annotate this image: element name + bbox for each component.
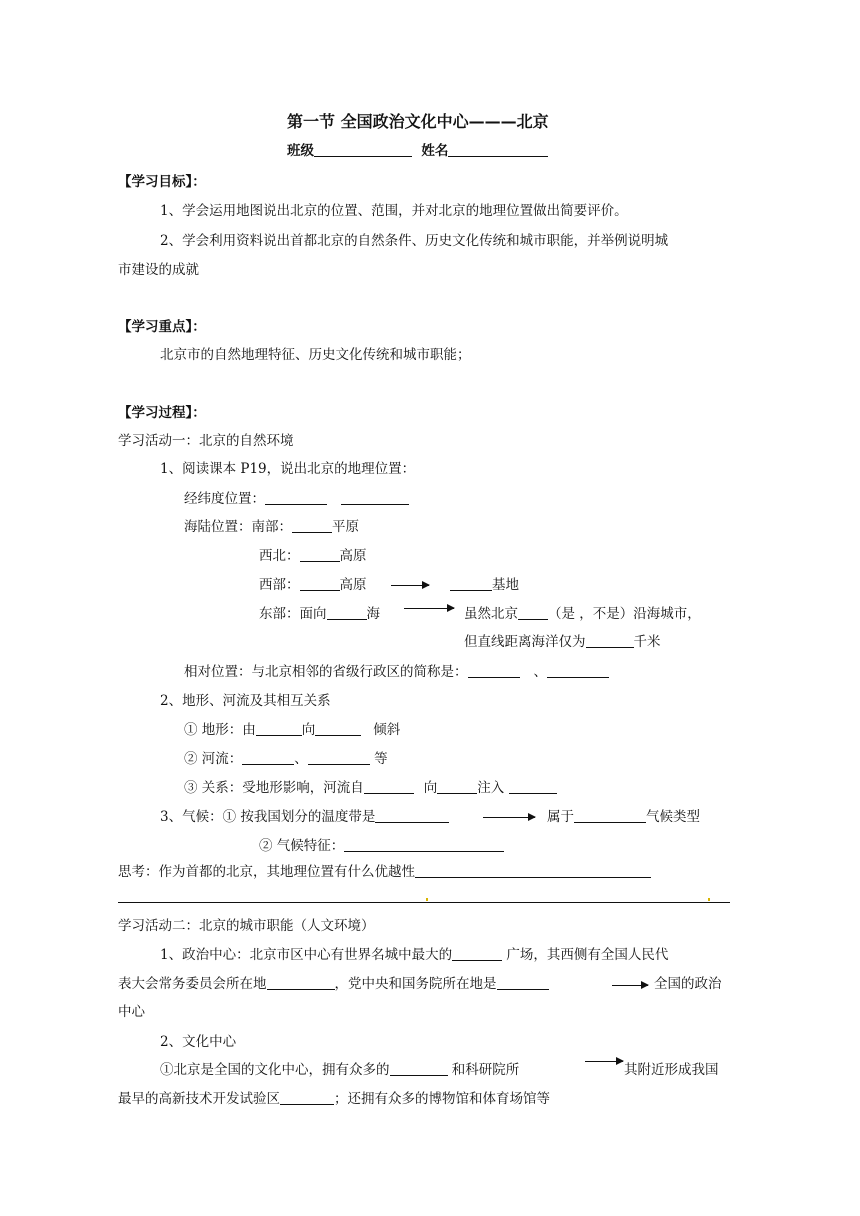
relation-line bbox=[184, 779, 557, 797]
km-label: 千米 bbox=[633, 634, 661, 650]
culture-text-a: ①北京是全国的文化中心，拥有众多的 bbox=[160, 1062, 390, 1078]
sea-label: 海 bbox=[366, 606, 380, 622]
npc-blank[interactable] bbox=[267, 975, 335, 990]
objectives-heading: 【学习目标】： bbox=[118, 174, 206, 190]
focus-heading: 【学习重点】： bbox=[118, 319, 206, 335]
student-info-line bbox=[287, 142, 548, 160]
basin-line bbox=[450, 576, 519, 594]
province-blank-1[interactable] bbox=[468, 663, 520, 678]
politics-line-2 bbox=[118, 975, 549, 993]
process-heading: 【学习过程】： bbox=[118, 405, 206, 421]
south-blank[interactable] bbox=[292, 518, 332, 533]
plain-label: 平原 bbox=[332, 519, 359, 535]
climate-q-label: 3、气候：① 按我国划分的温度带是 bbox=[160, 809, 376, 825]
politics-line-1 bbox=[160, 946, 668, 964]
tilt-label: 倾斜 bbox=[373, 722, 401, 738]
distance-label: 但直线距离海洋仅为 bbox=[464, 634, 586, 650]
climate-feature-line bbox=[259, 837, 504, 855]
east-line bbox=[259, 605, 380, 623]
distance-line bbox=[464, 633, 661, 651]
page-title: 第一节 全国政治文化中心———北京 bbox=[287, 112, 549, 131]
politics-text-d: ，党中央和国务院所在地是 bbox=[334, 976, 497, 992]
divider bbox=[118, 902, 730, 903]
arrow-icon bbox=[585, 1061, 623, 1062]
river-blank-2[interactable] bbox=[308, 750, 370, 765]
coastal-blank[interactable] bbox=[518, 605, 548, 620]
square-blank[interactable] bbox=[452, 946, 502, 961]
arrow-icon bbox=[483, 817, 535, 818]
south-line bbox=[184, 518, 359, 536]
terrain-label: ① 地形：由 bbox=[184, 722, 256, 738]
think-line bbox=[118, 863, 651, 881]
etc-label: 等 bbox=[374, 751, 388, 767]
east-label: 东部：面向 bbox=[259, 606, 327, 622]
climate-feature-blank[interactable] bbox=[344, 837, 504, 852]
culture-text-c: 其附近形成我国 bbox=[624, 1062, 719, 1078]
culture-heading: 2、文化中心 bbox=[160, 1034, 237, 1050]
activity1-title: 学习活动一：北京的自然环境 bbox=[118, 433, 294, 449]
name-blank[interactable] bbox=[448, 142, 548, 157]
relation-from-blank[interactable] bbox=[364, 779, 414, 794]
plateau-label-1: 高原 bbox=[339, 548, 367, 564]
university-blank[interactable] bbox=[390, 1061, 448, 1076]
terrain-from-blank[interactable] bbox=[256, 721, 302, 736]
culture-text-b: 和科研院所 bbox=[451, 1062, 520, 1078]
climate-line bbox=[160, 808, 449, 826]
terrain-to: 向 bbox=[301, 722, 316, 738]
latlon-line bbox=[184, 490, 409, 508]
class-blank[interactable] bbox=[314, 142, 412, 157]
question-1: 1、阅读课本 P19，说出北京的地理位置： bbox=[160, 461, 416, 477]
relative-label: 相对位置：与北京相邻的省级行政区的简称是： bbox=[184, 664, 468, 680]
arrow-icon bbox=[612, 985, 648, 986]
distance-blank[interactable] bbox=[586, 633, 634, 648]
politics-text-f: 中心 bbox=[118, 1004, 145, 1020]
mark-dot bbox=[708, 898, 710, 901]
culture-line-1 bbox=[160, 1061, 519, 1079]
arrow-icon bbox=[404, 608, 454, 609]
climate-type-label: 气候类型 bbox=[646, 809, 700, 825]
northwest-line bbox=[259, 547, 367, 565]
comma-sep: 、 bbox=[533, 664, 547, 680]
culture-text-e: ；还拥有众多的博物馆和体育场馆等 bbox=[334, 1091, 550, 1107]
climate-type-blank[interactable] bbox=[574, 808, 646, 823]
into-blank[interactable] bbox=[509, 779, 557, 794]
name-label: 姓名 bbox=[421, 143, 449, 159]
comma-sep: 、 bbox=[294, 751, 308, 767]
sea-blank[interactable] bbox=[327, 605, 367, 620]
relation-to-blank[interactable] bbox=[437, 779, 477, 794]
question-2: 2、地形、河流及其相互关系 bbox=[160, 693, 331, 709]
belongs-line bbox=[547, 808, 700, 826]
basin-blank[interactable] bbox=[450, 576, 492, 591]
arrow-icon bbox=[391, 585, 429, 586]
though-line bbox=[464, 605, 701, 623]
politics-text-c: 表大会常务委员会所在地 bbox=[118, 976, 267, 992]
northwest-label: 西北： bbox=[259, 548, 300, 564]
activity2-title: 学习活动二：北京的城市职能（人文环境） bbox=[118, 918, 375, 934]
mark-dot bbox=[426, 898, 428, 901]
relative-line bbox=[184, 663, 609, 681]
sea-land-label: 海陆位置：南部： bbox=[184, 519, 292, 535]
rivers-label: ② 河流： bbox=[184, 751, 243, 767]
northwest-blank[interactable] bbox=[300, 547, 340, 562]
basin-label: 基地 bbox=[492, 577, 519, 593]
terrain-to-blank[interactable] bbox=[315, 721, 361, 736]
hightech-blank[interactable] bbox=[280, 1090, 334, 1105]
into-label: 注入 bbox=[477, 780, 505, 796]
belongs-label: 属于 bbox=[547, 809, 574, 825]
politics-text-a: 1、政治中心：北京市区中心有世界名城中最大的 bbox=[160, 947, 453, 963]
climate-feature-label: ② 气候特征： bbox=[259, 838, 345, 854]
province-blank-2[interactable] bbox=[547, 663, 609, 678]
think-blank[interactable] bbox=[415, 863, 651, 878]
latlon-blank-2[interactable] bbox=[341, 490, 409, 505]
coastal-choice: （是 ，不是）沿海城市， bbox=[548, 606, 701, 622]
latlon-label: 经纬度位置： bbox=[184, 491, 265, 507]
rivers-line bbox=[184, 750, 388, 768]
west-label: 西部： bbox=[259, 577, 300, 593]
relation-label: ③ 关系：受地形影响，河流自 bbox=[184, 780, 364, 796]
river-blank-1[interactable] bbox=[242, 750, 294, 765]
think-label: 思考：作为首都的北京，其地理位置有什么优越性 bbox=[118, 864, 415, 880]
temp-belt-blank[interactable] bbox=[375, 808, 449, 823]
government-blank[interactable] bbox=[497, 975, 549, 990]
objective-2b: 市建设的成就 bbox=[118, 262, 199, 278]
politics-text-b: 广场，其西侧有全国人民代 bbox=[506, 947, 669, 963]
class-label: 班级 bbox=[287, 143, 314, 159]
culture-line-2 bbox=[118, 1090, 550, 1108]
terrain-line bbox=[184, 721, 400, 739]
culture-text-d: 最早的高新技术开发试验区 bbox=[118, 1091, 280, 1107]
focus-text: 北京市的自然地理特征、历史文化传统和城市职能； bbox=[160, 347, 471, 363]
latlon-blank-1[interactable] bbox=[265, 490, 327, 505]
west-line bbox=[259, 576, 367, 594]
plateau-label-2: 高原 bbox=[339, 577, 367, 593]
west-blank[interactable] bbox=[300, 576, 340, 591]
politics-text-e: 全国的政治 bbox=[654, 976, 722, 992]
objective-2a: 2、学会利用资料说出首都北京的自然条件、历史文化传统和城市职能，并举例说明城 bbox=[160, 233, 669, 249]
objective-1: 1、学会运用地图说出北京的位置、范围，并对北京的地理位置做出简要评价。 bbox=[160, 203, 628, 219]
relation-to: 向 bbox=[423, 780, 438, 796]
though-label: 虽然北京 bbox=[464, 606, 518, 622]
